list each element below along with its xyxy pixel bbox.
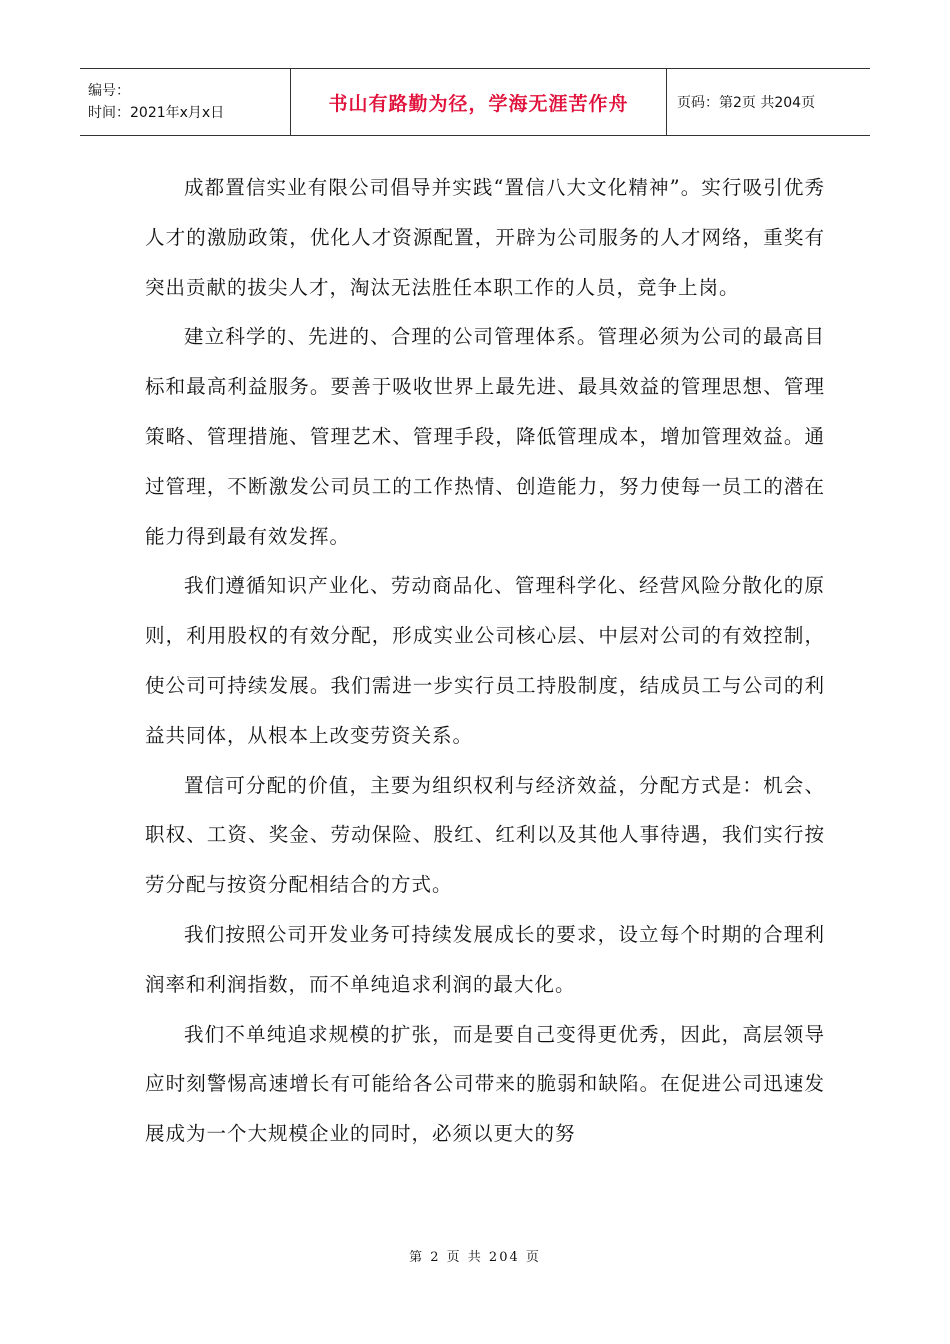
document-header [80, 68, 870, 136]
paragraph: 置信可分配的价值，主要为组织权利与经济效益，分配方式是：机会、职权、工资、奖金、劳动保险、股红、红利以及其他人事待遇，我们实行按劳分配与按资分配相结合的方式。 [145, 773, 825, 897]
paragraph: 成都置信实业有限公司倡导并实践“置信八大文化精神”。实行吸引优秀人才的激励政策，优化人才资源配置，开辟为公司服务的人才网络，重奖有突出贡献的拔尖人才，淘汰无法胜任本职工作的人员，竞争上岗。 [145, 176, 825, 299]
header-meta [80, 69, 291, 136]
paragraph: 我们不单纯追求规模的扩张，而是要自己变得更优秀，因此，高层领导应时刻警惕高速增长有可能给各公司带来的脆弱和缺陷。在促进公司迅速发展成为一个大规模企业的同时，必须以更大的努 [145, 1022, 825, 1146]
page-footer: 第 2 页 共 204 页 [409, 1250, 541, 1265]
paragraph: 我们按照公司开发业务可持续发展成长的要求，设立每个时期的合理利润率和利润指数，而不单纯追求利润的最大化。 [145, 922, 825, 996]
document-number-label: 编号： [88, 83, 130, 99]
paragraph: 我们遵循知识产业化、劳动商品化、管理科学化、经营风险分散化的原则，利用股权的有效分配，形成实业公司核心层、中层对公司的有效控制，使公司可持续发展。我们需进一步实行员工持股制度，结成员工与公司的利益共同体，从根本上改变劳资关系。 [145, 574, 825, 747]
header-motto: 书山有路勤为径，学海无涯苦作舟 [291, 69, 667, 136]
document-body [145, 163, 825, 1159]
header-page-info: 页码：第2页 共204页 [667, 69, 871, 136]
paragraph: 建立科学的、先进的、合理的公司管理体系。管理必须为公司的最高目标和最高利益服务。要善于吸收世界上最先进、最具效益的管理思想、管理策略、管理措施、管理艺术、管理手段，降低管理成本，增加管理效益。通过管理，不断激发公司员工的工作热情、创造能力，努力使每一员工的潜在能力得到最有效发挥。 [145, 325, 825, 548]
document-date: 时间：2021年x月x日 [88, 105, 225, 121]
